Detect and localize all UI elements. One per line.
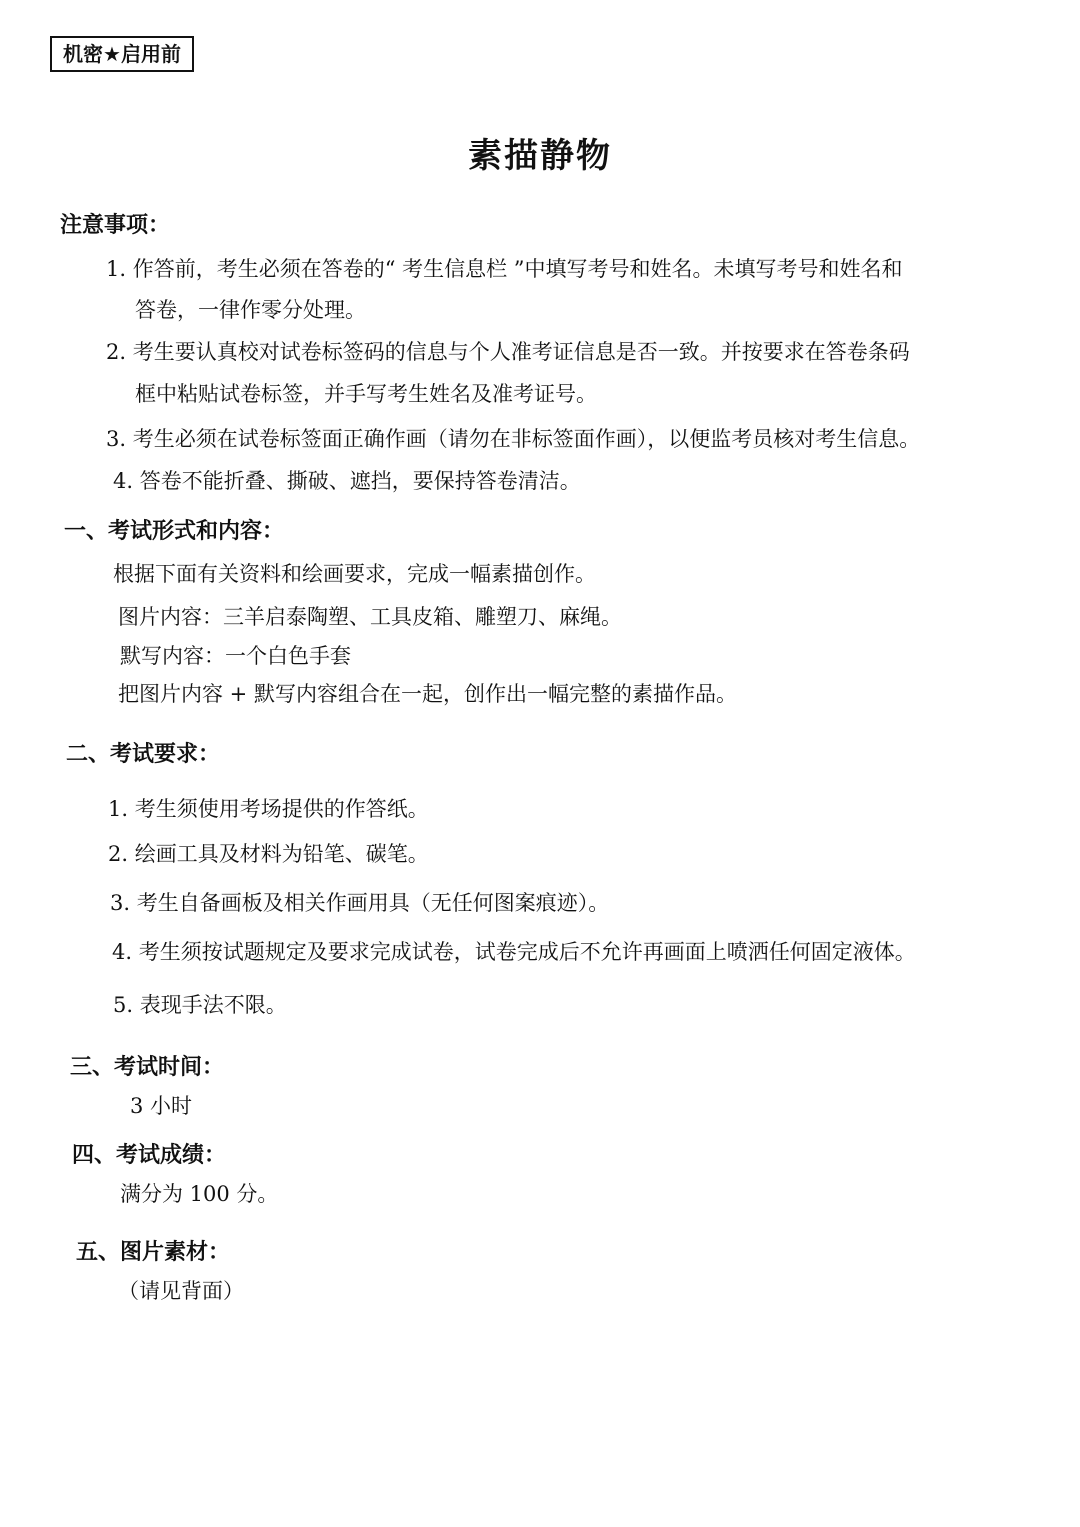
section-2-item: 1. 考生须使用考场提供的作答纸。: [108, 797, 429, 821]
notice-item-2-line-1: 2. 考生要认真校对试卷标签码的信息与个人准考证信息是否一致。并按要求在答卷条码: [106, 340, 910, 364]
section-2-item: 4. 考生须按试题规定及要求完成试卷，试卷完成后不允许再画面上喷洒任何固定液体。: [112, 940, 916, 964]
section-1-line: 根据下面有关资料和绘画要求，完成一幅素描创作。: [113, 562, 596, 586]
section-4-heading: 四、考试成绩：: [72, 1143, 227, 1168]
notice-item-4: 4. 答卷不能折叠、撕破、遮挡，要保持答卷清洁。: [113, 469, 581, 493]
section-1-line: 图片内容：三羊启泰陶塑、工具皮箱、雕塑刀、麻绳。: [118, 605, 622, 629]
section-1-heading: 一、考试形式和内容：: [64, 519, 285, 544]
section-1-line: 默写内容：一个白色手套: [120, 644, 351, 668]
notice-heading: 注意事项：: [60, 213, 171, 238]
exam-duration: 3 小时: [130, 1094, 193, 1118]
section-2-heading: 二、考试要求：: [66, 742, 221, 767]
notice-item-1-line-2: 答卷，一律作零分处理。: [135, 298, 366, 322]
section-2-item: 3. 考生自备画板及相关作画用具（无任何图案痕迹）。: [110, 891, 610, 915]
section-2-item: 5. 表现手法不限。: [113, 993, 287, 1017]
notice-item-2-line-2: 框中粘贴试卷标签，并手写考生姓名及准考证号。: [135, 382, 597, 406]
section-2-item: 2. 绘画工具及材料为铅笔、碳笔。: [108, 842, 429, 866]
section-3-heading: 三、考试时间：: [70, 1055, 225, 1080]
see-back-note: （请见背面）: [118, 1279, 244, 1303]
page-title: 素描静物: [468, 136, 612, 176]
notice-item-3: 3. 考生必须在试卷标签面正确作画（请勿在非标签面作画），以便监考员核对考生信息。: [106, 427, 921, 451]
notice-item-1-line-1: 1. 作答前，考生必须在答卷的“ 考生信息栏 ”中填写考号和姓名。未填写考号和姓名和: [106, 257, 903, 281]
confidential-stamp: 机密★启用前: [50, 36, 194, 72]
full-score: 满分为 100 分。: [120, 1182, 279, 1206]
section-1-line: 把图片内容 + 默写内容组合在一起，创作出一幅完整的素描作品。: [118, 682, 737, 706]
section-5-heading: 五、图片素材：: [76, 1240, 231, 1265]
